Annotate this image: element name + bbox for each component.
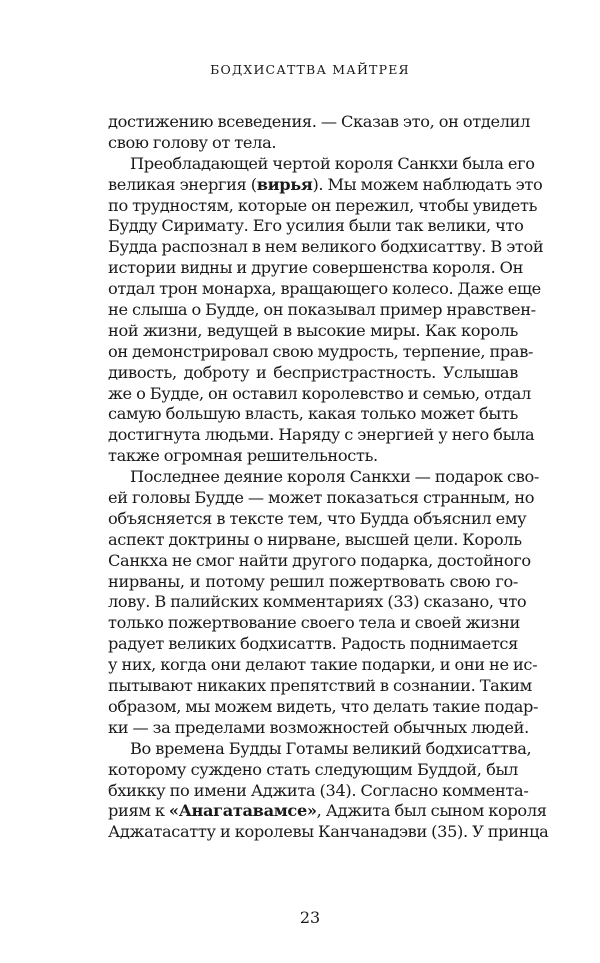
- text-line: [108, 508, 527, 530]
- text-line: [108, 195, 538, 217]
- text-segment: истории видны и другие совершенства короля. Он: [108, 258, 524, 278]
- text-line: [108, 717, 529, 739]
- text-segment: лову. В палийских комментариях (33) сказано, что: [108, 592, 527, 612]
- text-line: [108, 780, 529, 802]
- text-segment: риям к: [108, 801, 169, 821]
- text-line: [108, 696, 539, 718]
- text-line: [108, 760, 518, 781]
- text-line: [108, 216, 524, 237]
- text-line: [108, 529, 522, 551]
- text-segment: же о Будде, он оставил королевство и семью, отдал: [108, 383, 531, 403]
- text-segment: также огромная решительность.: [108, 446, 378, 466]
- text-segment: достигнута людьми. Наряду с энергией у него была: [108, 425, 535, 445]
- text-line: [108, 655, 538, 676]
- text-segment: Во времена Будды Готамы великий бодхисаттва,: [130, 738, 532, 758]
- text-segment: аспект доктрины о нирване, высшей цели. Король: [108, 529, 522, 549]
- text-segment: великая энергия (: [108, 174, 257, 194]
- text-line: [108, 572, 518, 593]
- text-line: [108, 321, 518, 342]
- text-line: [108, 801, 547, 822]
- text-line: [108, 237, 544, 258]
- text-line: [108, 341, 534, 363]
- bold-term: вирья: [256, 174, 313, 194]
- page-number: 23: [299, 908, 321, 927]
- text-line: [108, 822, 549, 843]
- text-line: [108, 676, 532, 697]
- text-line: [108, 112, 531, 133]
- body-text: [108, 112, 549, 843]
- text-segment: он демонстрировал свою мудрость, терпение, прав-: [108, 341, 534, 361]
- text-segment: достижению всеведения. — Сказав это, он отделил: [108, 112, 531, 131]
- text-line: [108, 613, 518, 634]
- text-line: [108, 550, 531, 572]
- text-segment: образом, мы можем видеть, что делать такие подар-: [108, 696, 539, 716]
- text-line: [108, 738, 532, 760]
- text-line: [108, 634, 518, 655]
- text-line: [108, 446, 518, 467]
- text-segment: бхикку по имени Аджита (34). Согласно коммента-: [108, 780, 529, 800]
- text-segment: только пожертвование своего тела и своей жизни: [108, 613, 520, 633]
- text-segment: свою голову от тела.: [108, 132, 277, 152]
- text-segment: Аджатасатту и королевы Канчанадэви (35). У принца: [108, 822, 549, 842]
- text-line: [108, 383, 531, 405]
- text-segment: Санкха не смог найти другого подарка, достойного: [108, 550, 531, 570]
- text-segment: которому суждено стать следующим Буддой, был: [108, 759, 518, 779]
- text-line: [108, 300, 536, 321]
- bold-term: «Анагатавамсе»: [168, 801, 317, 821]
- paragraph: [108, 153, 544, 467]
- text-segment: ей головы Будде — может показаться странным, но: [108, 488, 535, 508]
- text-segment: отдал трон монарха, вращающего колесо. Даже еще: [108, 279, 541, 299]
- text-segment: пытывают никаких препятствий в сознании. Таким: [108, 676, 532, 696]
- text-line: [108, 488, 535, 509]
- running-head: БОДХИСАТТВА МАЙТРЕЯ: [210, 62, 410, 77]
- text-segment: нирваны, и потому решил пожертвовать свою го-: [108, 571, 518, 591]
- paragraph: [108, 467, 540, 739]
- text-segment: Последнее деяние короля Санкхи — подарок сво-: [130, 467, 540, 487]
- text-segment: ки — за пределами возможностей обычных людей.: [108, 717, 529, 737]
- text-line: [108, 174, 543, 196]
- text-segment: Преобладающей чертой короля Санкхи была его: [130, 153, 535, 173]
- paragraph: [108, 738, 549, 843]
- text-line: [108, 592, 527, 613]
- text-segment: радует великих бодхисаттв. Радость поднимается: [108, 634, 518, 654]
- text-segment: по трудностям, которые он пережил, чтобы увидеть: [108, 195, 538, 215]
- text-segment: Будда распознал в нем великого бодхисаттву. В этой: [108, 237, 544, 257]
- text-line: [108, 404, 518, 425]
- text-segment: самую большую власть, какая только может быть: [108, 404, 518, 424]
- text-segment: объясняется в тексте тем, что Будда объяснил ему: [108, 508, 527, 528]
- text-line: [108, 363, 518, 384]
- text-segment: Будду Сиримату. Его усилия были так велики, что: [108, 216, 524, 236]
- text-segment: дивость, доброту и беспристрастность. Услышав: [108, 362, 518, 382]
- text-line: [108, 258, 524, 279]
- text-line: [108, 467, 540, 488]
- text-segment: , Аджита был сыном короля: [316, 801, 547, 821]
- text-line: [108, 279, 541, 300]
- text-line: [108, 133, 518, 154]
- paragraph: [108, 112, 531, 154]
- text-segment: ной жизни, ведущей в высокие миры. Как король: [108, 320, 518, 340]
- text-segment: у них, когда они делают такие подарки, и они не ис-: [108, 655, 538, 675]
- text-line: [108, 425, 535, 446]
- text-line: [108, 153, 535, 175]
- text-segment: не слыша о Будде, он показывал пример нравствен-: [108, 300, 536, 320]
- text-segment: ). Мы можем наблюдать это: [312, 174, 543, 194]
